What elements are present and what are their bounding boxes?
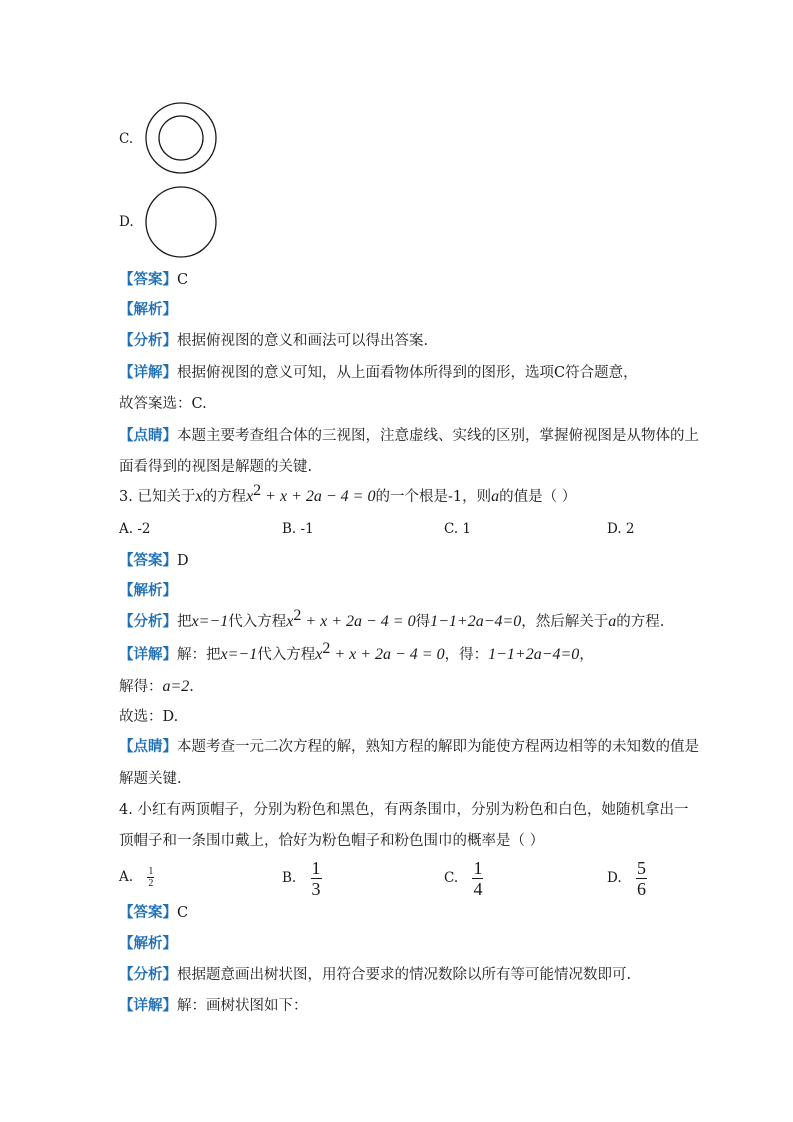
outer-circle: [146, 103, 216, 173]
fenxi-eq-rest: + x + 2a − 4 = 0: [301, 613, 416, 630]
denominator: 3: [311, 879, 321, 899]
fenxi-eq2: 1−1+2a−4=0: [430, 613, 522, 630]
fenxi-tag: 【分析】: [119, 332, 177, 349]
q3-option-c: C. 1: [444, 521, 472, 537]
denominator: 6: [636, 879, 646, 899]
q2-analysis-heading: [119, 300, 177, 320]
stem-var-x: x: [195, 488, 203, 505]
option-c-figure: [143, 100, 219, 176]
numerator: 5: [636, 858, 646, 878]
stem-var-a: a: [491, 488, 500, 505]
fenxi-text: 根据题意画出树状图，用符合要求的情况数除以所有等可能情况数即可.: [177, 967, 632, 983]
stem-mid: 的方程: [202, 489, 247, 505]
detail-tag: 【详解】: [119, 646, 177, 663]
fenxi-tag: 【分析】: [119, 966, 177, 983]
comment-line1: 本题考查一元二次方程的解，熟知方程的解即为能使方程两边相等的未知数的值是: [177, 739, 699, 755]
q3-conclusion: 故选：D.: [119, 709, 179, 725]
q4-option-c: [444, 858, 483, 899]
detail-tag: 【详解】: [119, 364, 177, 381]
stem-after: 的一个根是-1，则: [375, 489, 492, 505]
answer-tag: 【答案】: [119, 271, 177, 288]
q3-option-b: B. -1: [282, 521, 314, 537]
answer-value: D: [177, 553, 189, 569]
fenxi-b: 代入方程: [228, 614, 287, 630]
comment-tag: 【点睛】: [119, 738, 177, 755]
q3-analysis-heading: [119, 581, 177, 601]
q2-answer: [119, 270, 188, 290]
comment-tag: 【点睛】: [119, 427, 177, 444]
answer-tag: 【答案】: [119, 552, 177, 569]
option-label: B.: [282, 870, 297, 886]
q4-answer: [119, 903, 188, 923]
single-circle: [146, 187, 216, 257]
q4-fenxi: [119, 965, 631, 985]
fenxi-eq-x: x: [286, 613, 294, 630]
solve-eq: a=2: [162, 678, 190, 695]
fenxi-a: 把: [177, 614, 192, 630]
option-c-label: C.: [119, 131, 134, 147]
q4-analysis-heading: [119, 934, 177, 954]
detail-eq-exp: 2: [322, 640, 331, 657]
option-d-label: D.: [119, 214, 134, 230]
denominator: 2: [148, 878, 154, 889]
detail-d: ，: [579, 647, 594, 663]
option-d-figure: [143, 184, 219, 260]
q2-detail: [119, 363, 638, 383]
q3-option-d: D. 2: [607, 521, 635, 537]
detail-eq-rest: + x + 2a − 4 = 0: [330, 646, 445, 663]
q3-fenxi: [119, 607, 665, 632]
analysis-tag: 【解析】: [119, 582, 177, 599]
q4-option-d: [607, 858, 647, 899]
detail-c: ，得：: [444, 647, 489, 663]
option-label: C.: [444, 870, 459, 886]
q3-stem: [119, 482, 577, 507]
detail-eq2: 1−1+2a−4=0: [488, 646, 580, 663]
fenxi-d: ，然后解关于: [521, 614, 609, 630]
q3-option-a: A. -2: [119, 521, 151, 537]
q3-detail: [119, 640, 594, 665]
q2-conclusion: 故答案选：C.: [119, 396, 207, 412]
q2-fenxi: [119, 331, 428, 351]
q4-option-b: [282, 858, 322, 899]
fraction: [472, 858, 483, 899]
q4-option-a: [119, 866, 154, 889]
option-label: D.: [607, 870, 622, 886]
stem-prefix: 3. 已知关于: [119, 489, 196, 505]
solve-b: .: [189, 679, 194, 695]
fenxi-eq-exp: 2: [293, 607, 302, 624]
answer-tag: 【答案】: [119, 904, 177, 921]
denominator: 4: [473, 879, 483, 899]
comment-line1: 本题主要考查组合体的三视图，注意虚线、实线的区别，掌握俯视图是从物体的上: [177, 428, 699, 444]
fraction: [311, 858, 322, 899]
numerator: 1: [473, 858, 483, 878]
detail-text: 根据俯视图的意义可知，从上面看物体所得到的图形，选项C符合题意，: [177, 365, 638, 381]
fraction: [147, 866, 154, 889]
q2-comment-line2: 面看得到的视图是解题的关键.: [119, 459, 313, 475]
q3-answer: [119, 551, 189, 571]
detail-tag: 【详解】: [119, 997, 177, 1014]
option-label: A.: [119, 869, 134, 885]
q3-solve: [119, 677, 194, 697]
detail-eq-x: x: [315, 646, 323, 663]
stem-end: 的值是（ ）: [499, 489, 577, 505]
analysis-tag: 【解析】: [119, 301, 177, 318]
fenxi-c: 得: [415, 614, 431, 630]
fenxi-e: 的方程.: [616, 614, 665, 630]
q2-comment: [119, 426, 699, 446]
q4-stem-line2: 顶帽子和一条围巾戴上，恰好为粉色帽子和粉色围巾的概率是（ ）: [119, 833, 545, 849]
inner-circle: [159, 116, 203, 160]
detail-text: 解：画树状图如下：: [177, 998, 308, 1014]
fenxi-text: 根据俯视图的意义和画法可以得出答案.: [177, 333, 429, 349]
q3-comment: [119, 737, 699, 757]
detail-b: 代入方程: [257, 647, 316, 663]
fraction: [636, 858, 647, 899]
fenxi-tag: 【分析】: [119, 613, 177, 630]
fenxi-var-a: a: [608, 613, 617, 630]
stem-eq-x: x: [246, 488, 254, 505]
answer-value: C: [177, 905, 189, 921]
detail-sub: x=−1: [220, 646, 258, 663]
numerator: 1: [311, 858, 321, 878]
stem-eq-exp: 2: [253, 482, 262, 499]
answer-value: C: [177, 272, 189, 288]
q4-detail: [119, 996, 308, 1016]
numerator: 1: [148, 866, 154, 877]
fenxi-sub: x=−1: [191, 613, 229, 630]
q4-stem-line1: 4. 小红有两顶帽子，分别为粉色和黑色，有两条围巾，分别为粉色和白色，她随机拿出一: [119, 802, 689, 818]
analysis-tag: 【解析】: [119, 935, 177, 952]
solve-a: 解得：: [119, 679, 163, 695]
q3-comment-line2: 解题关键.: [119, 771, 182, 787]
detail-a: 解：把: [177, 647, 221, 663]
stem-eq-rest: + x + 2a − 4 = 0: [261, 488, 376, 505]
